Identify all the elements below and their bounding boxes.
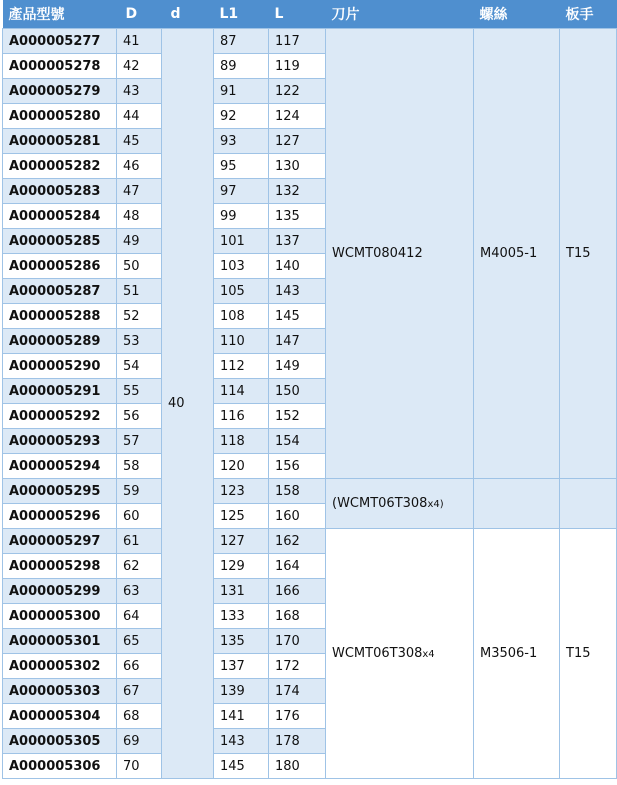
cell-D: 60 xyxy=(117,504,162,529)
cell-model: A000005294 xyxy=(3,454,117,479)
cell-L: 124 xyxy=(269,104,326,129)
cell-L: 150 xyxy=(269,379,326,404)
cell-D: 54 xyxy=(117,354,162,379)
cell-L: 127 xyxy=(269,129,326,154)
cell-L1: 139 xyxy=(214,679,269,704)
cell-D: 45 xyxy=(117,129,162,154)
cell-L: 132 xyxy=(269,179,326,204)
cell-model: A000005286 xyxy=(3,254,117,279)
cell-D: 47 xyxy=(117,179,162,204)
cell-L: 135 xyxy=(269,204,326,229)
cell-L1: 133 xyxy=(214,604,269,629)
cell-D: 52 xyxy=(117,304,162,329)
cell-L: 140 xyxy=(269,254,326,279)
cell-model: A000005296 xyxy=(3,504,117,529)
cell-L1: 116 xyxy=(214,404,269,429)
cell-L1: 97 xyxy=(214,179,269,204)
blade-code: (WCMT06T308 xyxy=(332,496,428,511)
cell-L1: 92 xyxy=(214,104,269,129)
cell-D: 59 xyxy=(117,479,162,504)
cell-L1: 145 xyxy=(214,754,269,779)
cell-L: 122 xyxy=(269,79,326,104)
cell-L: 130 xyxy=(269,154,326,179)
cell-model: A000005301 xyxy=(3,629,117,654)
cell-screw-group3: M3506-1 xyxy=(474,529,560,779)
cell-model: A000005303 xyxy=(3,679,117,704)
cell-D: 48 xyxy=(117,204,162,229)
cell-L1: 127 xyxy=(214,529,269,554)
cell-D: 51 xyxy=(117,279,162,304)
cell-D: 67 xyxy=(117,679,162,704)
cell-blade-group3 xyxy=(326,529,474,779)
cell-model: A000005304 xyxy=(3,704,117,729)
cell-model: A000005295 xyxy=(3,479,117,504)
cell-model: A000005291 xyxy=(3,379,117,404)
cell-L1: 123 xyxy=(214,479,269,504)
cell-d-shared: 40 xyxy=(162,29,214,779)
cell-wrench-group3: T15 xyxy=(560,529,617,779)
header-screw: 螺絲 xyxy=(474,0,560,29)
table-row xyxy=(3,479,617,504)
cell-D: 49 xyxy=(117,229,162,254)
cell-L1: 137 xyxy=(214,654,269,679)
cell-L: 145 xyxy=(269,304,326,329)
cell-D: 68 xyxy=(117,704,162,729)
cell-L1: 120 xyxy=(214,454,269,479)
cell-D: 66 xyxy=(117,654,162,679)
cell-L1: 91 xyxy=(214,79,269,104)
cell-model: A000005305 xyxy=(3,729,117,754)
cell-L: 178 xyxy=(269,729,326,754)
cell-screw-group2 xyxy=(474,479,560,529)
cell-L1: 118 xyxy=(214,429,269,454)
cell-L: 137 xyxy=(269,229,326,254)
cell-model: A000005298 xyxy=(3,554,117,579)
cell-D: 64 xyxy=(117,604,162,629)
cell-L1: 110 xyxy=(214,329,269,354)
cell-L1: 141 xyxy=(214,704,269,729)
table-body xyxy=(3,29,617,779)
cell-L: 170 xyxy=(269,629,326,654)
cell-L1: 89 xyxy=(214,54,269,79)
cell-screw-group1: M4005-1 xyxy=(474,29,560,479)
header-D: D xyxy=(117,0,162,29)
cell-model: A000005283 xyxy=(3,179,117,204)
cell-L: 162 xyxy=(269,529,326,554)
cell-wrench-group2 xyxy=(560,479,617,529)
cell-L: 143 xyxy=(269,279,326,304)
cell-L1: 101 xyxy=(214,229,269,254)
cell-L1: 143 xyxy=(214,729,269,754)
cell-wrench-group1: T15 xyxy=(560,29,617,479)
cell-L1: 105 xyxy=(214,279,269,304)
table-row xyxy=(3,29,617,54)
cell-D: 43 xyxy=(117,79,162,104)
header-row xyxy=(3,0,617,29)
cell-model: A000005293 xyxy=(3,429,117,454)
cell-L: 156 xyxy=(269,454,326,479)
cell-model: A000005278 xyxy=(3,54,117,79)
header-blade: 刀片 xyxy=(326,0,474,29)
cell-L: 172 xyxy=(269,654,326,679)
cell-L1: 114 xyxy=(214,379,269,404)
cell-model: A000005284 xyxy=(3,204,117,229)
cell-L: 166 xyxy=(269,579,326,604)
cell-model: A000005306 xyxy=(3,754,117,779)
blade-quantity: x4 xyxy=(422,649,435,660)
cell-L1: 95 xyxy=(214,154,269,179)
cell-model: A000005297 xyxy=(3,529,117,554)
cell-D: 42 xyxy=(117,54,162,79)
cell-L: 164 xyxy=(269,554,326,579)
cell-L1: 87 xyxy=(214,29,269,54)
cell-model: A000005282 xyxy=(3,154,117,179)
header-wrench: 板手 xyxy=(560,0,617,29)
cell-model: A000005300 xyxy=(3,604,117,629)
cell-model: A000005281 xyxy=(3,129,117,154)
cell-blade-group1 xyxy=(326,29,474,479)
cell-model: A000005289 xyxy=(3,329,117,354)
cell-D: 56 xyxy=(117,404,162,429)
cell-model: A000005292 xyxy=(3,404,117,429)
cell-D: 69 xyxy=(117,729,162,754)
cell-L1: 108 xyxy=(214,304,269,329)
cell-D: 70 xyxy=(117,754,162,779)
cell-D: 58 xyxy=(117,454,162,479)
cell-L: 158 xyxy=(269,479,326,504)
cell-model: A000005287 xyxy=(3,279,117,304)
table-header xyxy=(3,0,617,29)
cell-L: 119 xyxy=(269,54,326,79)
cell-L: 174 xyxy=(269,679,326,704)
header-d: d xyxy=(162,0,214,29)
cell-L: 180 xyxy=(269,754,326,779)
cell-model: A000005279 xyxy=(3,79,117,104)
cell-model: A000005280 xyxy=(3,104,117,129)
cell-D: 55 xyxy=(117,379,162,404)
cell-L1: 135 xyxy=(214,629,269,654)
header-model: 產品型號 xyxy=(3,0,117,29)
cell-model: A000005277 xyxy=(3,29,117,54)
header-L1: L1 xyxy=(214,0,269,29)
cell-L: 168 xyxy=(269,604,326,629)
spec-table xyxy=(2,0,617,779)
cell-D: 57 xyxy=(117,429,162,454)
header-L: L xyxy=(269,0,326,29)
blade-code: WCMT06T308 xyxy=(332,646,423,661)
cell-model: A000005290 xyxy=(3,354,117,379)
cell-model: A000005285 xyxy=(3,229,117,254)
cell-D: 65 xyxy=(117,629,162,654)
cell-L: 117 xyxy=(269,29,326,54)
cell-D: 44 xyxy=(117,104,162,129)
cell-D: 53 xyxy=(117,329,162,354)
cell-L: 176 xyxy=(269,704,326,729)
cell-D: 41 xyxy=(117,29,162,54)
cell-model: A000005299 xyxy=(3,579,117,604)
cell-model: A000005288 xyxy=(3,304,117,329)
cell-L1: 99 xyxy=(214,204,269,229)
cell-L: 149 xyxy=(269,354,326,379)
cell-L1: 129 xyxy=(214,554,269,579)
cell-L: 160 xyxy=(269,504,326,529)
blade-quantity: x4) xyxy=(427,499,444,510)
cell-D: 50 xyxy=(117,254,162,279)
blade-code: WCMT080412 xyxy=(332,246,423,261)
table-row xyxy=(3,529,617,554)
cell-D: 61 xyxy=(117,529,162,554)
cell-L1: 131 xyxy=(214,579,269,604)
cell-L1: 103 xyxy=(214,254,269,279)
cell-L1: 93 xyxy=(214,129,269,154)
cell-D: 62 xyxy=(117,554,162,579)
cell-D: 46 xyxy=(117,154,162,179)
cell-L: 147 xyxy=(269,329,326,354)
cell-L1: 112 xyxy=(214,354,269,379)
cell-L1: 125 xyxy=(214,504,269,529)
cell-model: A000005302 xyxy=(3,654,117,679)
cell-L: 154 xyxy=(269,429,326,454)
cell-L: 152 xyxy=(269,404,326,429)
cell-D: 63 xyxy=(117,579,162,604)
cell-blade-group2 xyxy=(326,479,474,529)
